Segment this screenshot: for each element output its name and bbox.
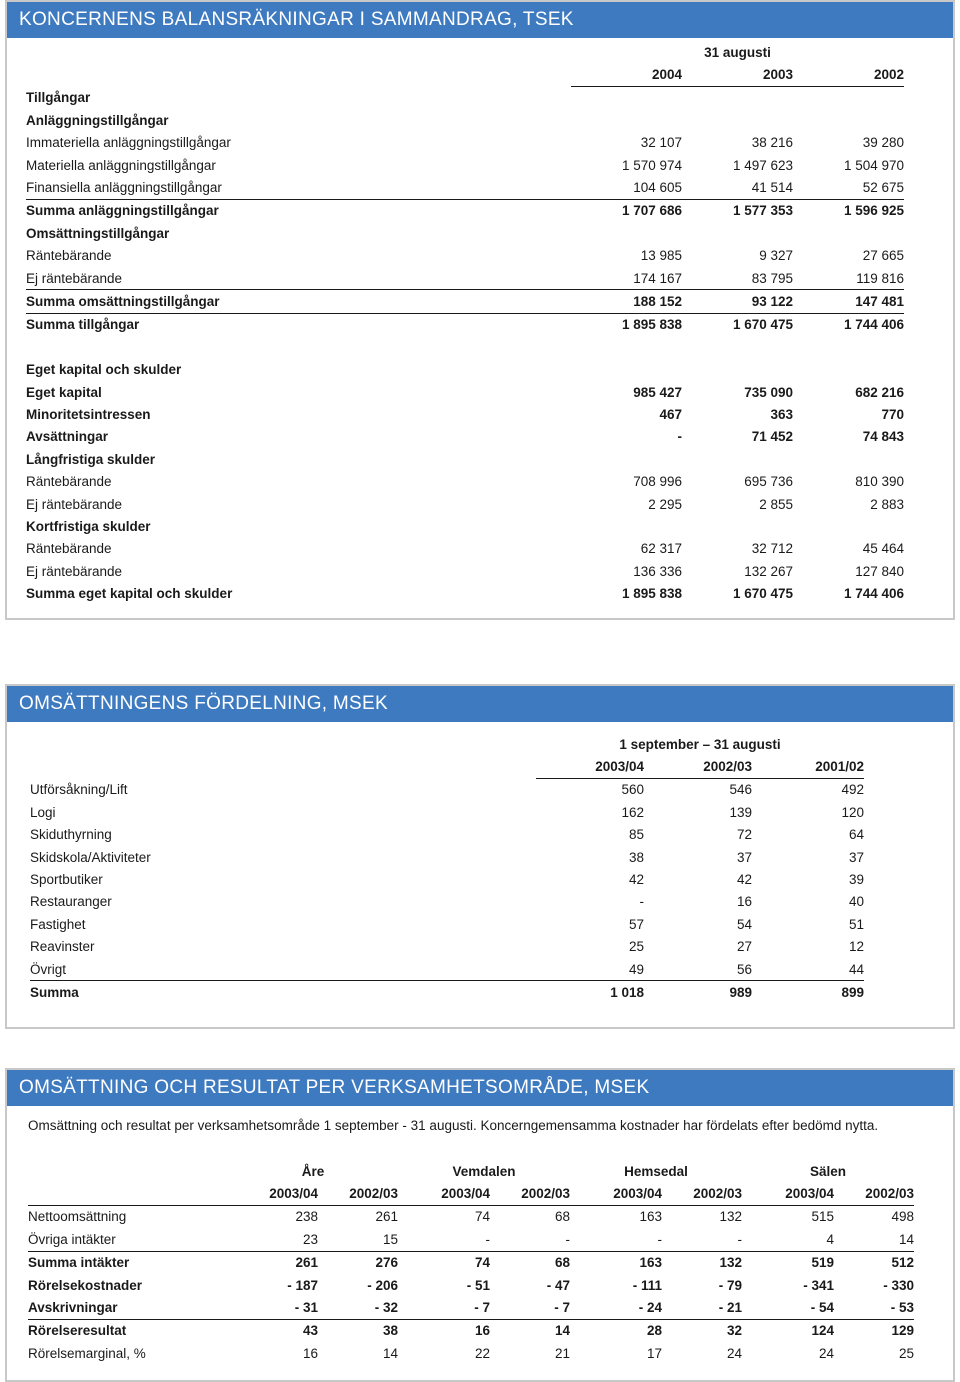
row-value: 174 167: [633, 270, 682, 286]
row-value: 27 665: [862, 248, 904, 264]
row-value: 42: [736, 872, 752, 888]
balance-row: [26, 199, 904, 222]
row-value: -: [565, 1231, 570, 1247]
row-value: [571, 109, 682, 131]
row-label: Övriga intäkter: [28, 1231, 116, 1247]
area-salen: Sälen: [809, 1163, 847, 1179]
row-value: [793, 109, 904, 131]
row-value: - 31: [294, 1300, 318, 1316]
row-value: 899: [752, 981, 864, 1004]
row-value: 74: [474, 1209, 490, 1225]
row-label: Materiella anläggningstillgångar: [26, 157, 216, 173]
row-value: 52 675: [862, 180, 904, 196]
row-label: Reavinster: [30, 939, 95, 955]
row-value: [571, 336, 682, 358]
row-value: 15: [382, 1231, 398, 1247]
balance-period-row: [26, 41, 904, 63]
row-value: [793, 448, 904, 470]
area-hemsedal: Hemsedal: [624, 1163, 688, 1179]
segments-year: 2003/04: [228, 1182, 318, 1205]
row-label: Skiduthyrning: [30, 827, 112, 843]
row-value: 1 895 838: [621, 586, 682, 602]
row-value: 27: [736, 939, 752, 955]
revenue-year-row: [30, 755, 864, 778]
row-value: 132: [719, 1209, 742, 1225]
row-value: 64: [848, 827, 864, 843]
row-value: 1 570 974: [621, 157, 682, 173]
row-value: 16: [398, 1319, 490, 1342]
row-value: 1 018: [536, 981, 644, 1004]
row-value: [682, 86, 793, 109]
row-value: 546: [729, 782, 752, 798]
balance-sheet-table: [26, 41, 904, 605]
segments-year-row: [28, 1182, 914, 1205]
segment-row: [28, 1319, 914, 1342]
row-label: Avskrivningar: [28, 1300, 118, 1316]
balance-row: [26, 538, 904, 560]
row-value: 2 295: [648, 496, 682, 512]
row-value: 127 840: [855, 563, 904, 579]
row-value: 68: [490, 1251, 570, 1274]
row-value: 51: [848, 916, 864, 932]
row-value: [571, 358, 682, 380]
row-value: [571, 448, 682, 470]
row-value: 132 267: [744, 563, 793, 579]
row-value: 519: [742, 1251, 834, 1274]
row-label: Räntebärande: [26, 248, 112, 264]
row-value: 147 481: [793, 290, 904, 313]
row-value: 1 577 353: [682, 199, 793, 222]
row-value: - 206: [367, 1277, 398, 1293]
row-label: Rörelsekostnader: [28, 1277, 143, 1293]
row-value: 40: [848, 894, 864, 910]
balance-row: [26, 109, 904, 131]
row-value: 810 390: [855, 474, 904, 490]
row-value: 74: [398, 1251, 490, 1274]
row-value: 62 317: [640, 541, 682, 557]
balance-row: [26, 582, 904, 604]
row-value: 24: [818, 1345, 834, 1361]
row-value: 120: [841, 804, 864, 820]
row-label: Skidskola/Aktiviteter: [30, 849, 151, 865]
row-label: Rörelsemarginal, %: [28, 1345, 146, 1361]
row-label: Långfristiga skulder: [26, 451, 156, 467]
row-label: Fastighet: [30, 916, 86, 932]
row-value: 560: [621, 782, 644, 798]
row-value: 708 996: [633, 474, 682, 490]
row-value: 57: [628, 916, 644, 932]
row-value: [682, 109, 793, 131]
row-value: [793, 86, 904, 109]
row-value: 39 280: [862, 135, 904, 151]
row-value: [682, 448, 793, 470]
row-value: -: [639, 894, 644, 910]
row-value: 467: [659, 406, 682, 422]
revenue-row: [30, 891, 864, 913]
balance-row: [26, 426, 904, 448]
row-value: 23: [302, 1231, 318, 1247]
revenue-row: [30, 846, 864, 868]
row-value: 12: [848, 939, 864, 955]
row-label: Summa anläggningstillgångar: [26, 199, 571, 222]
row-value: 1 497 623: [732, 157, 793, 173]
row-label: Anläggningstillgångar: [26, 112, 169, 128]
segments-title: OMSÄTTNING OCH RESULTAT PER VERKSAMHETSOMRÅDE, MSEK: [7, 1070, 953, 1106]
segments-description: Omsättning och resultat per verksamhetsområde 1 september - 31 augusti. Koncerngemensamma kostnader har fördelats efter bedömd nytta.: [28, 1118, 879, 1133]
row-value: 41 514: [751, 180, 793, 196]
revenue-period-row: [30, 733, 864, 755]
row-value: - 54: [810, 1300, 834, 1316]
revenue-row: [30, 913, 864, 935]
revenue-table: [30, 733, 864, 1004]
balance-row: [26, 381, 904, 403]
area-vemdalen: Vemdalen: [452, 1163, 516, 1179]
row-label: Nettoomsättning: [28, 1209, 127, 1225]
balance-row: [26, 245, 904, 267]
row-value: [682, 336, 793, 358]
balance-row: [26, 313, 904, 336]
row-value: 93 122: [682, 290, 793, 313]
row-value: [682, 358, 793, 380]
revenue-row: [30, 958, 864, 981]
row-value: -: [485, 1231, 490, 1247]
revenue-row: [30, 824, 864, 846]
balance-row: [26, 222, 904, 244]
row-value: 124: [742, 1319, 834, 1342]
revenue-year-0203: 2002/03: [644, 755, 752, 778]
row-value: 162: [621, 804, 644, 820]
row-value: 989: [644, 981, 752, 1004]
row-value: - 187: [287, 1277, 318, 1293]
balance-row: [26, 493, 904, 515]
row-value: 363: [770, 406, 793, 422]
revenue-year-0102: 2001/02: [752, 755, 864, 778]
row-value: [793, 515, 904, 537]
row-value: [793, 222, 904, 244]
row-value: 492: [841, 782, 864, 798]
row-value: - 79: [718, 1277, 742, 1293]
row-value: 1 707 686: [571, 199, 682, 222]
balance-row: [26, 403, 904, 425]
segments-panel: [5, 1068, 955, 1382]
row-value: 238: [295, 1209, 318, 1225]
row-value: - 47: [546, 1277, 570, 1293]
row-value: - 24: [638, 1300, 662, 1316]
balance-row: [26, 358, 904, 380]
row-value: 119 816: [856, 270, 904, 286]
row-value: 682 216: [855, 384, 904, 400]
row-label: Räntebärande: [26, 541, 112, 557]
row-value: 25: [628, 939, 644, 955]
row-label: Restauranger: [30, 894, 112, 910]
row-value: 1 504 970: [843, 157, 904, 173]
row-value: 13 985: [640, 248, 682, 264]
segments-table: [28, 1160, 914, 1365]
row-value: -: [677, 429, 682, 445]
row-label: Utförsåkning/Lift: [30, 782, 128, 798]
segment-row: [28, 1228, 914, 1251]
row-value: 129: [834, 1319, 914, 1342]
balance-row: [26, 470, 904, 492]
row-value: 32: [662, 1319, 742, 1342]
segments-year: 2003/04: [398, 1182, 490, 1205]
row-value: 21: [554, 1345, 570, 1361]
row-value: 44: [848, 961, 864, 977]
segments-year: 2003/04: [570, 1182, 662, 1205]
row-value: 32 712: [751, 541, 793, 557]
row-label: Ej räntebärande: [26, 270, 123, 286]
row-value: 1 596 925: [793, 199, 904, 222]
row-value: 9 327: [759, 248, 793, 264]
row-label: Eget kapital och skulder: [26, 362, 182, 378]
row-label: Omsättningstillgångar: [26, 225, 170, 241]
row-value: 1 744 406: [843, 586, 904, 602]
row-value: 38: [628, 849, 644, 865]
row-value: 163: [570, 1251, 662, 1274]
row-label: Kortfristiga skulder: [26, 518, 151, 534]
row-value: 43: [228, 1319, 318, 1342]
row-value: -: [737, 1231, 742, 1247]
row-value: 4: [826, 1231, 834, 1247]
row-value: 163: [639, 1209, 662, 1225]
balance-row: [26, 176, 904, 199]
row-value: 49: [628, 961, 644, 977]
row-label: Summa: [30, 981, 536, 1004]
balance-sheet-panel: [5, 0, 955, 620]
segments-area-row: [28, 1160, 914, 1182]
row-value: [571, 222, 682, 244]
row-value: 2 855: [759, 496, 793, 512]
revenue-row: [30, 778, 864, 801]
row-value: 14: [382, 1345, 398, 1361]
row-value: [793, 358, 904, 380]
revenue-row: [30, 801, 864, 823]
row-value: [682, 222, 793, 244]
segment-row: [28, 1274, 914, 1296]
row-value: 38 216: [751, 135, 793, 151]
revenue-title: OMSÄTTNINGENS FÖRDELNING, MSEK: [7, 686, 953, 722]
row-value: - 330: [883, 1277, 914, 1293]
row-value: [793, 336, 904, 358]
balance-row: [26, 132, 904, 154]
row-label: [26, 336, 571, 358]
segments-year: 2002/03: [318, 1182, 398, 1205]
segments-year: 2003/04: [742, 1182, 834, 1205]
row-label: Sportbutiker: [30, 872, 103, 888]
row-value: 74 843: [862, 429, 904, 445]
row-value: 56: [736, 961, 752, 977]
row-value: 515: [811, 1209, 834, 1225]
row-label: Avsättningar: [26, 429, 109, 445]
balance-period-label: 31 augusti: [704, 44, 771, 60]
row-label: Räntebärande: [26, 474, 112, 490]
row-value: 24: [726, 1345, 742, 1361]
balance-year-2002: 2002: [793, 63, 904, 86]
row-value: 37: [736, 849, 752, 865]
row-value: 28: [570, 1319, 662, 1342]
row-value: 695 736: [744, 474, 793, 490]
row-value: 2 883: [870, 496, 904, 512]
balance-row: [26, 560, 904, 582]
row-value: - 7: [474, 1300, 490, 1316]
row-label: Ej räntebärande: [26, 563, 123, 579]
revenue-row: [30, 868, 864, 890]
row-value: 735 090: [744, 384, 793, 400]
balance-row: [26, 448, 904, 470]
row-label: Ej räntebärande: [26, 496, 123, 512]
row-value: 32 107: [640, 135, 682, 151]
row-value: 71 452: [751, 429, 793, 445]
row-value: 770: [881, 406, 904, 422]
row-value: 1 670 475: [682, 313, 793, 336]
balance-year-2003: 2003: [682, 63, 793, 86]
segments-year: 2002/03: [662, 1182, 742, 1205]
row-label: Tillgångar: [26, 90, 91, 106]
row-value: 54: [736, 916, 752, 932]
balance-row: [26, 515, 904, 537]
row-value: - 7: [554, 1300, 570, 1316]
balance-sheet-title: KONCERNENS BALANSRÄKNINGAR I SAMMANDRAG, TSEK: [7, 2, 953, 38]
segment-row: [28, 1342, 914, 1364]
row-value: 17: [646, 1345, 662, 1361]
row-value: 1 744 406: [793, 313, 904, 336]
revenue-panel: [5, 684, 955, 1029]
row-value: 37: [848, 849, 864, 865]
balance-year-row: [26, 63, 904, 86]
row-value: 276: [318, 1251, 398, 1274]
row-label: Minoritetsintressen: [26, 406, 151, 422]
segments-year: 2002/03: [490, 1182, 570, 1205]
row-label: Övrigt: [30, 961, 67, 977]
row-value: 85: [628, 827, 644, 843]
balance-row: [26, 267, 904, 290]
row-value: 25: [898, 1345, 914, 1361]
balance-row: [26, 336, 904, 358]
row-label: Finansiella anläggningstillgångar: [26, 180, 222, 196]
revenue-row: [30, 981, 864, 1004]
row-value: [571, 86, 682, 109]
row-value: [571, 515, 682, 537]
row-value: 39: [848, 872, 864, 888]
row-value: - 111: [632, 1277, 662, 1293]
row-value: 42: [628, 872, 644, 888]
revenue-period-label: 1 september – 31 augusti: [619, 736, 781, 752]
balance-row: [26, 154, 904, 176]
balance-year-2004: 2004: [571, 63, 682, 86]
row-label: Logi: [30, 804, 56, 820]
row-value: 985 427: [633, 384, 682, 400]
row-value: 14: [898, 1231, 914, 1247]
row-value: 68: [554, 1209, 570, 1225]
row-value: 38: [318, 1319, 398, 1342]
area-are: Åre: [301, 1163, 325, 1179]
row-value: -: [657, 1231, 662, 1247]
row-value: - 51: [466, 1277, 490, 1293]
row-value: - 53: [890, 1300, 914, 1316]
row-value: 16: [736, 894, 752, 910]
row-value: 22: [474, 1345, 490, 1361]
segments-year: 2002/03: [834, 1182, 914, 1205]
revenue-row: [30, 936, 864, 958]
row-label: Eget kapital: [26, 384, 102, 400]
row-label: Immateriella anläggningstillgångar: [26, 135, 231, 151]
row-label: Rörelseresultat: [28, 1319, 228, 1342]
balance-row: [26, 290, 904, 313]
row-value: 45 464: [862, 541, 904, 557]
row-value: 139: [729, 804, 752, 820]
segment-row: [28, 1251, 914, 1274]
row-value: 1 895 838: [571, 313, 682, 336]
row-value: 261: [228, 1251, 318, 1274]
row-value: - 341: [803, 1277, 834, 1293]
row-value: 14: [490, 1319, 570, 1342]
row-label: Summa tillgångar: [26, 313, 571, 336]
row-value: - 21: [718, 1300, 742, 1316]
row-value: 136 336: [633, 563, 682, 579]
row-label: Summa omsättningstillgångar: [26, 290, 571, 313]
row-value: - 32: [374, 1300, 398, 1316]
revenue-year-0304: 2003/04: [536, 755, 644, 778]
row-value: 498: [891, 1209, 914, 1225]
row-value: 1 670 475: [732, 586, 793, 602]
row-label: Summa eget kapital och skulder: [26, 586, 233, 602]
balance-row: [26, 86, 904, 109]
row-value: [682, 515, 793, 537]
row-label: Summa intäkter: [28, 1251, 228, 1274]
segment-row: [28, 1205, 914, 1228]
row-value: 132: [662, 1251, 742, 1274]
row-value: 72: [736, 827, 752, 843]
row-value: 16: [302, 1345, 318, 1361]
row-value: 188 152: [571, 290, 682, 313]
segment-row: [28, 1296, 914, 1319]
row-value: 104 605: [633, 180, 682, 196]
row-value: 83 795: [751, 270, 793, 286]
row-value: 512: [834, 1251, 914, 1274]
row-value: 261: [375, 1209, 398, 1225]
